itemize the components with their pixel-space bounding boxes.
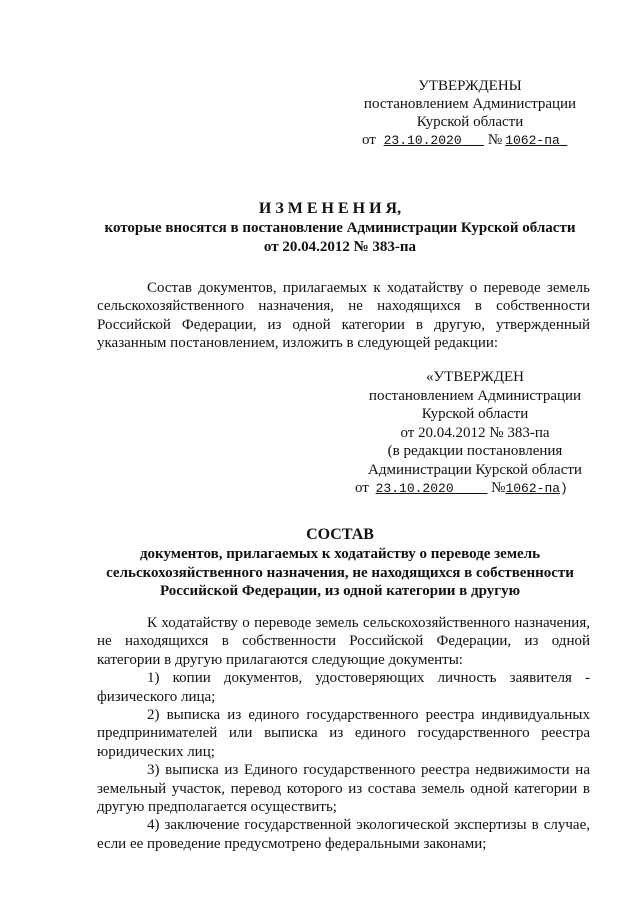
intro-paragraph-block bbox=[97, 279, 590, 353]
changes-subtitle-1: которые вносятся в постановление Администрации Курской области bbox=[104, 220, 576, 236]
quote-number: 1062-па bbox=[505, 481, 561, 496]
composition-line-2: сельскохозяйственного назначения, не находящихся в собственности bbox=[106, 564, 574, 581]
quote-issuer: постановлением Администрации bbox=[368, 387, 582, 404]
approval-number: 1062-па bbox=[505, 133, 560, 148]
quote-original-date: от 20.04.2012 № 383-па bbox=[400, 424, 550, 441]
composition-header bbox=[0, 525, 640, 601]
approval-stamp-quote bbox=[355, 368, 595, 499]
date-prefix: от bbox=[355, 480, 369, 496]
number-underline-fill bbox=[560, 132, 568, 148]
quote-revision-issuer: Администрации Курской области bbox=[368, 461, 582, 478]
number-prefix: № bbox=[491, 480, 506, 496]
quote-title: «УТВЕРЖДЕН bbox=[426, 369, 524, 385]
composition-title: СОСТАВ bbox=[306, 526, 374, 543]
quote-date-line bbox=[355, 479, 595, 499]
list-intro: К ходатайству о переводе земель сельскохозяйственного назначения, не находящихся в собственности Российской Федерации, из одной категории в другую прилагаются следующие документы: bbox=[97, 615, 590, 668]
quote-close-paren: ) bbox=[560, 481, 568, 496]
list-item-4: 4) заключение государственной экологической экспертизы в случае, если ее проведение предусмотрено федеральными законами; bbox=[97, 817, 590, 852]
approval-date-line bbox=[360, 131, 580, 150]
number-prefix: № bbox=[487, 132, 503, 148]
date-prefix: от bbox=[362, 132, 376, 148]
list-item-1: 1) копии документов, удостоверяющих личность заявителя - физического лица; bbox=[97, 670, 590, 705]
approval-stamp-top bbox=[360, 77, 580, 150]
intro-paragraph: Состав документов, прилагаемых к ходатайству о переводе земель сельскохозяйственного назначения, не находящихся в собственности Российской Федерации, из одной категории в другую, утвержденный указанным постановлением, изложить в следующей редакции: bbox=[97, 280, 590, 352]
document-list-block bbox=[97, 614, 590, 853]
approval-date: 23.10.2020 bbox=[383, 133, 462, 148]
changes-title: И З М Е Н Е Н И Я, bbox=[258, 200, 402, 217]
date-underline-fill bbox=[462, 132, 485, 148]
date-underline-fill bbox=[454, 480, 488, 496]
composition-line-1: документов, прилагаемых к ходатайству о переводе земель bbox=[139, 546, 541, 562]
quote-region: Курской области bbox=[421, 406, 529, 422]
approval-title: УТВЕРЖДЕНЫ bbox=[418, 78, 522, 94]
quote-revision-note: (в редакции постановления bbox=[387, 443, 563, 459]
changes-header bbox=[0, 199, 640, 257]
composition-line-3: Российской Федерации, из одной категории в другую bbox=[159, 583, 521, 599]
changes-subtitle-2: от 20.04.2012 № 383-па bbox=[263, 239, 417, 255]
approval-issuer: постановлением Администрации bbox=[363, 96, 577, 112]
list-item-3: 3) выписка из Единого государственного реестра недвижимости на земельный участок, перевод которого из состава земель одной категории в другую предполагается осуществить; bbox=[97, 762, 590, 816]
quote-date: 23.10.2020 bbox=[375, 481, 454, 496]
list-item-2: 2) выписка из единого государственного реестра индивидуальных предпринимателей или выписка из единого государственного реестра юридических лиц; bbox=[97, 707, 590, 760]
approval-region: Курской области bbox=[416, 114, 524, 130]
